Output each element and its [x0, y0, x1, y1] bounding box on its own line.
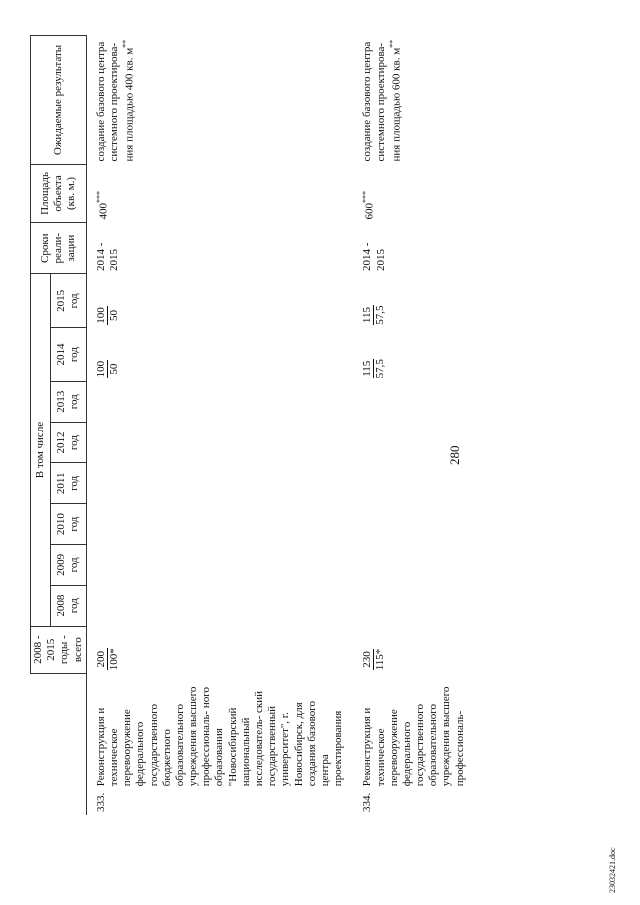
y2015-top: 100 — [94, 307, 107, 324]
total-bot: 100 — [107, 653, 120, 671]
row-result — [353, 36, 475, 165]
total-top: 230 — [361, 649, 374, 671]
header-year-2009: 2009 год — [50, 545, 86, 586]
header-year-2012: 2012 год — [50, 422, 86, 463]
row-number: 333. — [94, 792, 107, 812]
result-mark: ** — [121, 39, 131, 48]
row-2014 — [353, 328, 475, 382]
area-value: 600 — [363, 202, 376, 220]
document-id: 23032421.doc — [608, 847, 617, 893]
total-fraction — [361, 649, 387, 671]
header-year-2013: 2013 год — [50, 381, 86, 422]
y2014-bot: 57,5 — [374, 359, 387, 379]
y2014-top: 100 — [94, 360, 107, 378]
row-2015 — [86, 274, 353, 328]
table-row — [86, 36, 353, 816]
row-terms: 2014 - 2015 — [94, 242, 120, 271]
y2015-bot: 57,5 — [374, 305, 387, 325]
header-year-2014: 2014 год — [50, 328, 86, 382]
header-row-1 — [31, 36, 51, 816]
header-empty — [31, 673, 87, 815]
header-incl: В том числе — [31, 274, 51, 626]
row-area — [353, 164, 475, 222]
area-mark: *** — [361, 190, 371, 203]
header-total-l2: 2015 годы - — [45, 635, 71, 665]
total-fraction — [95, 648, 121, 670]
result-text: создание базового центра системного проектирова- ния площадью 600 кв. м — [361, 41, 403, 162]
y2014-bot: 50 — [107, 363, 120, 375]
row-name: Реконструкция и техническое перевооружение федерального государственного бюджетного образовательного учреждения высшего профессиональ- ного образования "Новосибирский национальный исследователь- ский государственный университет", г. Новосибирск, для создания базового центра проектирования — [94, 686, 345, 787]
page-number: 280 — [447, 445, 462, 465]
area-value: 400 — [97, 202, 110, 220]
header-total-l3: всего — [71, 637, 84, 663]
row-total — [86, 626, 353, 673]
result-text: создание базового центра системного проектирова- ния площадью 400 кв. м — [94, 41, 136, 162]
total-bot: 115* — [374, 648, 387, 671]
row-name: Реконструкция и техническое перевооружение федерального государственного образовательного учреждения высшего профессиональ- — [361, 686, 466, 787]
header-results: Ожидаемые результаты — [31, 36, 87, 165]
header-total-l1: 2008 - — [32, 635, 44, 664]
row-terms: 2014 - 2015 — [361, 242, 387, 271]
header-year-2011: 2011 год — [50, 463, 86, 504]
row-number: 334. — [361, 792, 374, 812]
total-mark: * — [107, 648, 120, 654]
table-row — [353, 36, 475, 816]
result-mark: ** — [387, 39, 397, 48]
header-year-2008: 2008 год — [50, 585, 86, 626]
row-2015 — [353, 274, 475, 328]
header-area: Площадь объекта (кв. м.) — [31, 164, 87, 222]
area-mark: *** — [94, 190, 104, 203]
y2014-top: 115 — [361, 360, 374, 377]
row-2014 — [86, 328, 353, 382]
header-year-2015: 2015 год — [50, 274, 86, 328]
header-terms: Сроки реали- зации — [31, 222, 87, 274]
row-total — [353, 626, 475, 673]
header-year-2010: 2010 год — [50, 504, 86, 545]
header-total — [31, 626, 87, 673]
y2015-bot: 50 — [107, 309, 120, 321]
row-result — [86, 36, 353, 165]
row-area — [86, 164, 353, 222]
total-top: 200 — [95, 648, 108, 670]
y2015-top: 115 — [361, 307, 374, 324]
investment-table — [30, 35, 475, 815]
